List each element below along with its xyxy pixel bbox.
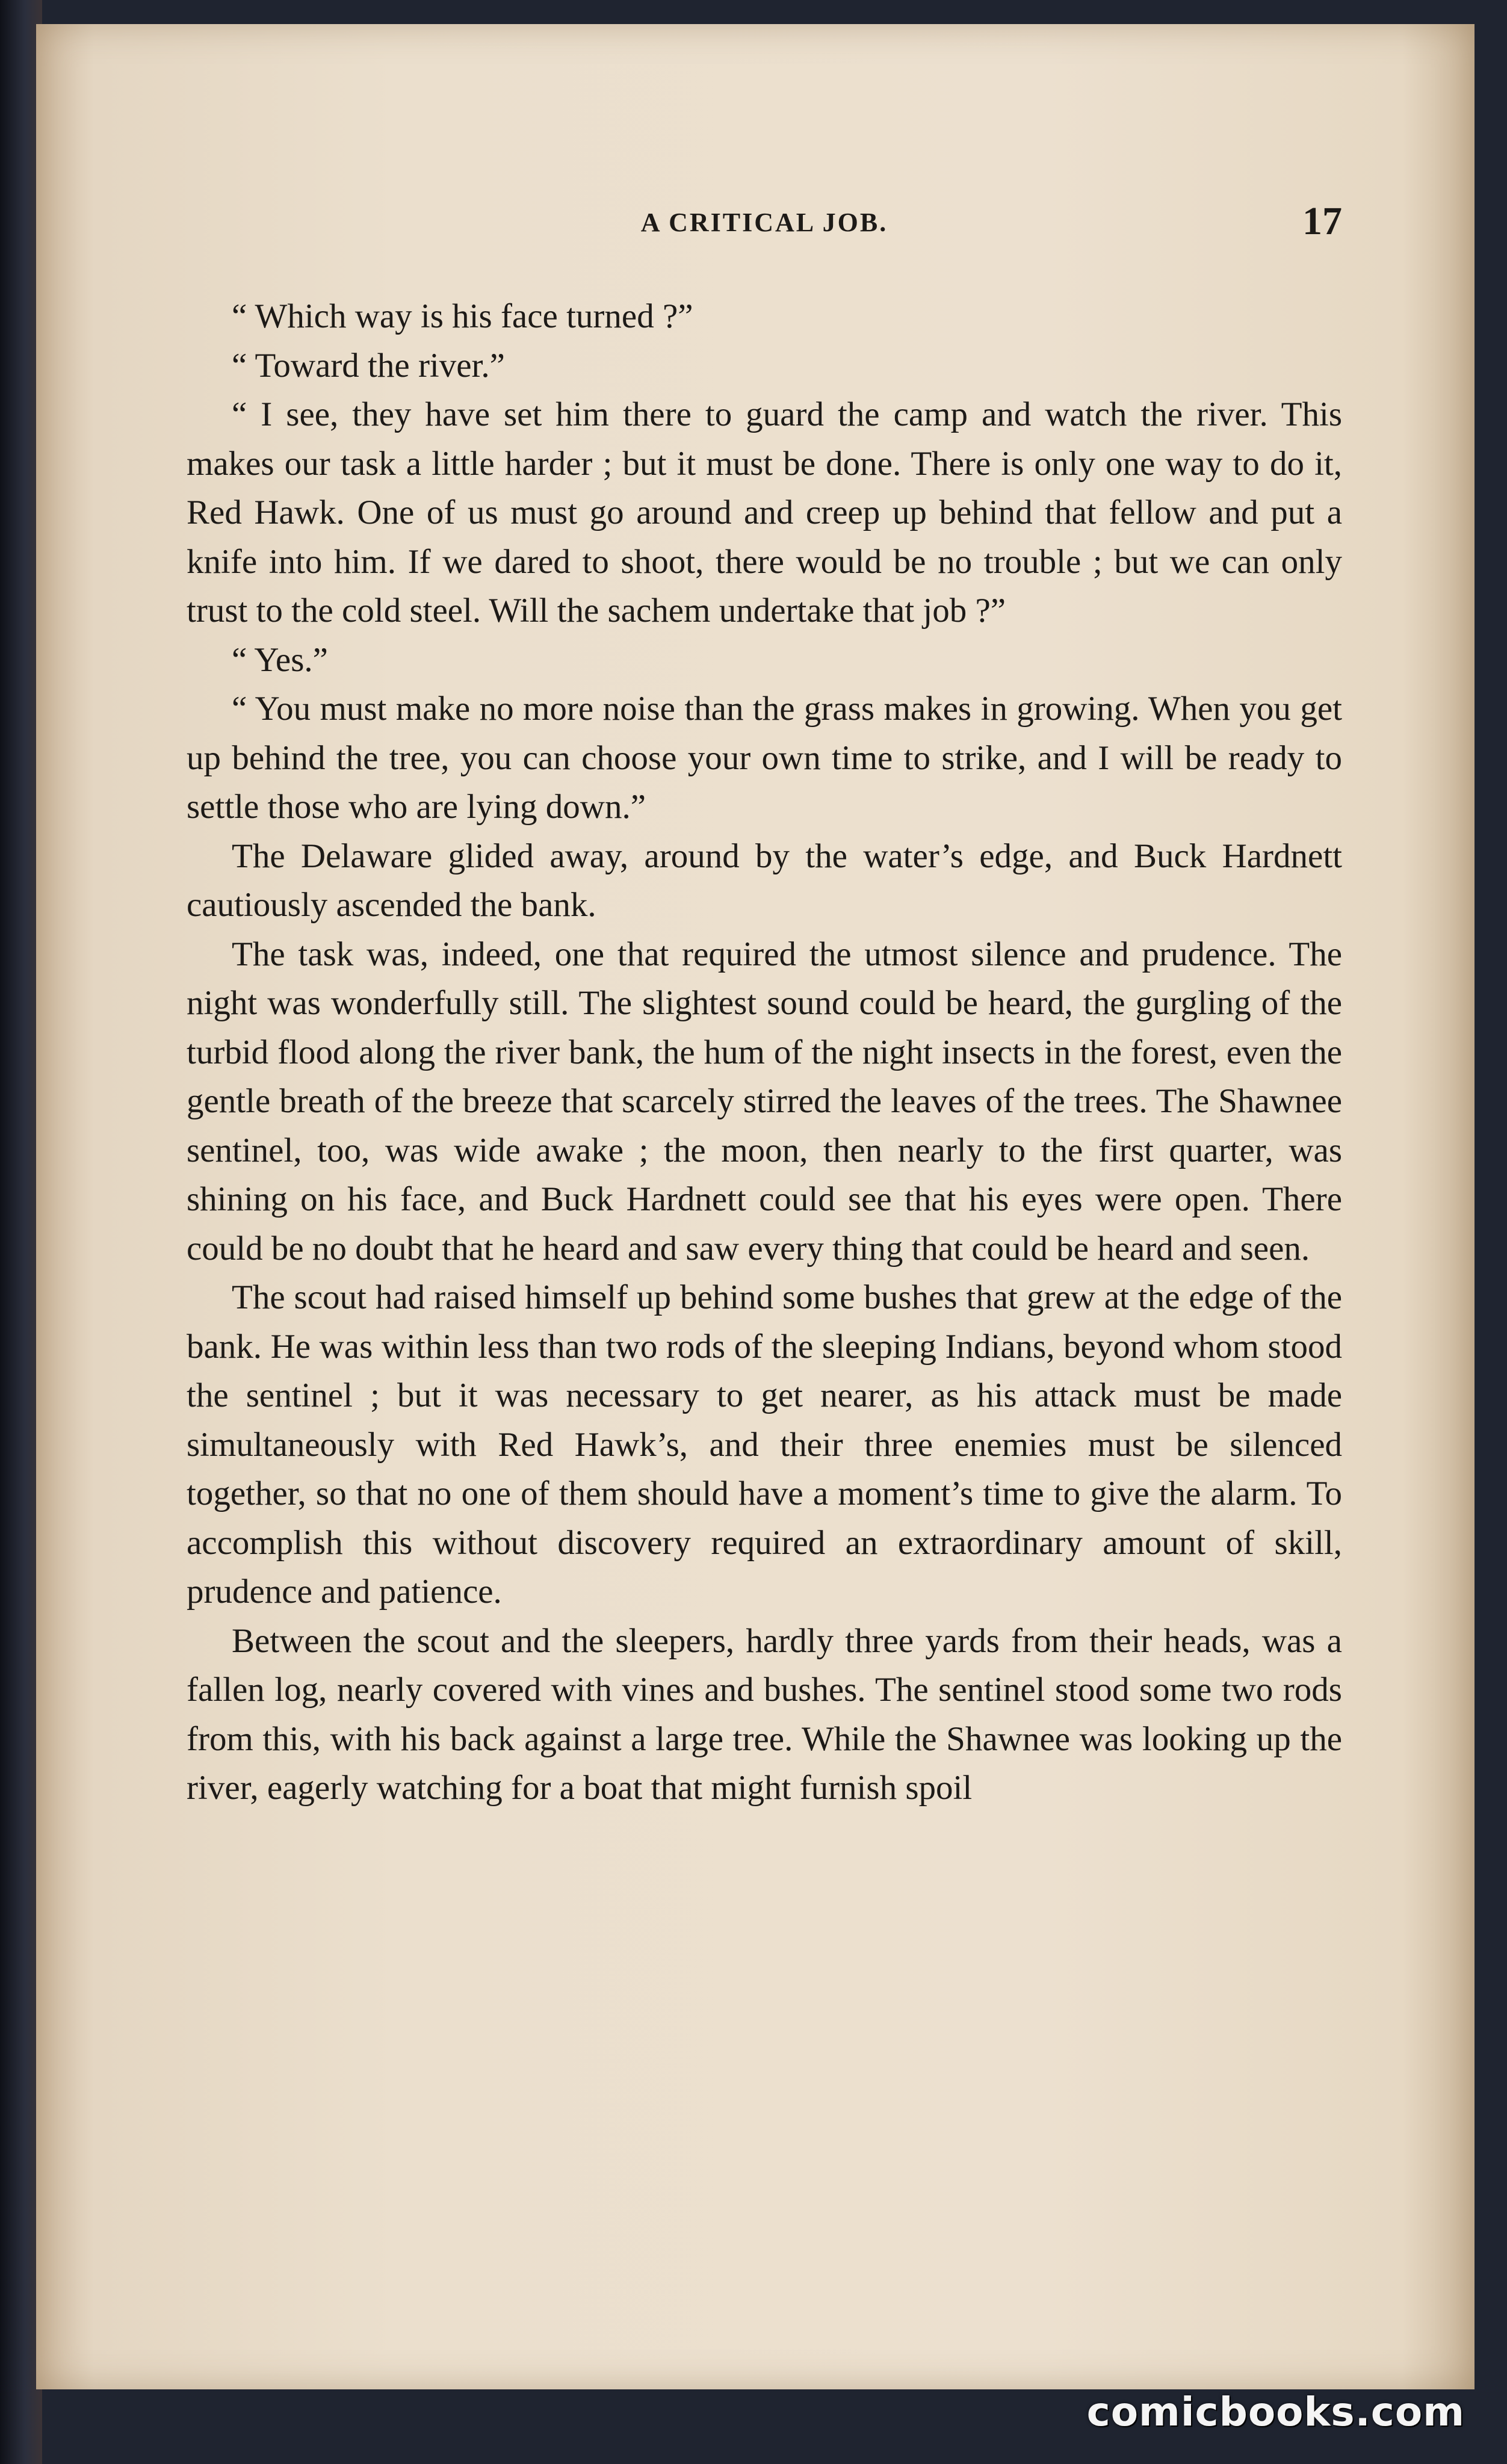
running-head: A CRITICAL JOB. <box>640 208 888 237</box>
paragraph: The scout had raised himself up behind some bushes that grew at the edge of the bank. He was within less than two rods of the sleeping Indians, beyond whom stood the sentinel ; but it was necessary to get nearer, as his attack must be made simultaneously with Red Hawk’s, and their three enemies must be silenced together, so that no one of them should have a moment’s time to give the alarm. To accomplish this without discovery required an extraordinary amount of skill, prudence and patience. <box>187 1278 1342 1611</box>
paragraph: The Delaware glided away, around by the water’s edge, and Buck Hardnett cautiously ascended the bank. <box>187 837 1342 924</box>
book-page <box>36 24 1475 2389</box>
paragraph: “ Yes.” <box>232 640 328 679</box>
paragraph: The task was, indeed, one that required the utmost silence and prudence. The night was wonderfully still. The slightest sound could be heard, the gurgling of the turbid flood along the river bank, the hum of the night insects in the forest, even the gentle breath of the breeze that scarcely stirred the leaves of the trees. The Shawnee sentinel, too, was wide awake ; the moon, then nearly to the first quarter, was shining on his face, and Buck Hardnett could see that his eyes were open. There could be no doubt that he heard and saw every thing that could be heard and seen. <box>187 935 1342 1268</box>
paragraph: “ You must make no more noise than the grass makes in growing. When you get up behind the tree, you can choose your own time to strike, and I will be ready to settle those who are lying down.” <box>187 690 1342 826</box>
body-text <box>187 292 1342 1813</box>
page-header <box>187 199 1342 247</box>
paragraph: “ Toward the river.” <box>232 346 505 385</box>
paragraph: Between the scout and the sleepers, hardly three yards from their heads, was a fallen log, nearly covered with vines and bushes. The sentinel stood some two rods from this, with his back against a large tree. While the Shawnee was looking up the river, eagerly watching for a boat that might furnish spoil <box>187 1621 1342 1807</box>
paragraph: “ Which way is his face turned ?” <box>232 297 693 335</box>
paragraph: “ I see, they have set him there to guard the camp and watch the river. This makes our task a little harder ; but it must be done. There is only one way to do it, Red Hawk. One of us must go around and creep up behind that fellow and put a knife into him. If we dared to shoot, there would be no trouble ; but we can only trust to the cold steel. Will the sachem undertake that job ?” <box>187 395 1342 630</box>
watermark: comicbooks.com <box>1086 2389 1465 2435</box>
page-number: 17 <box>1302 199 1342 243</box>
